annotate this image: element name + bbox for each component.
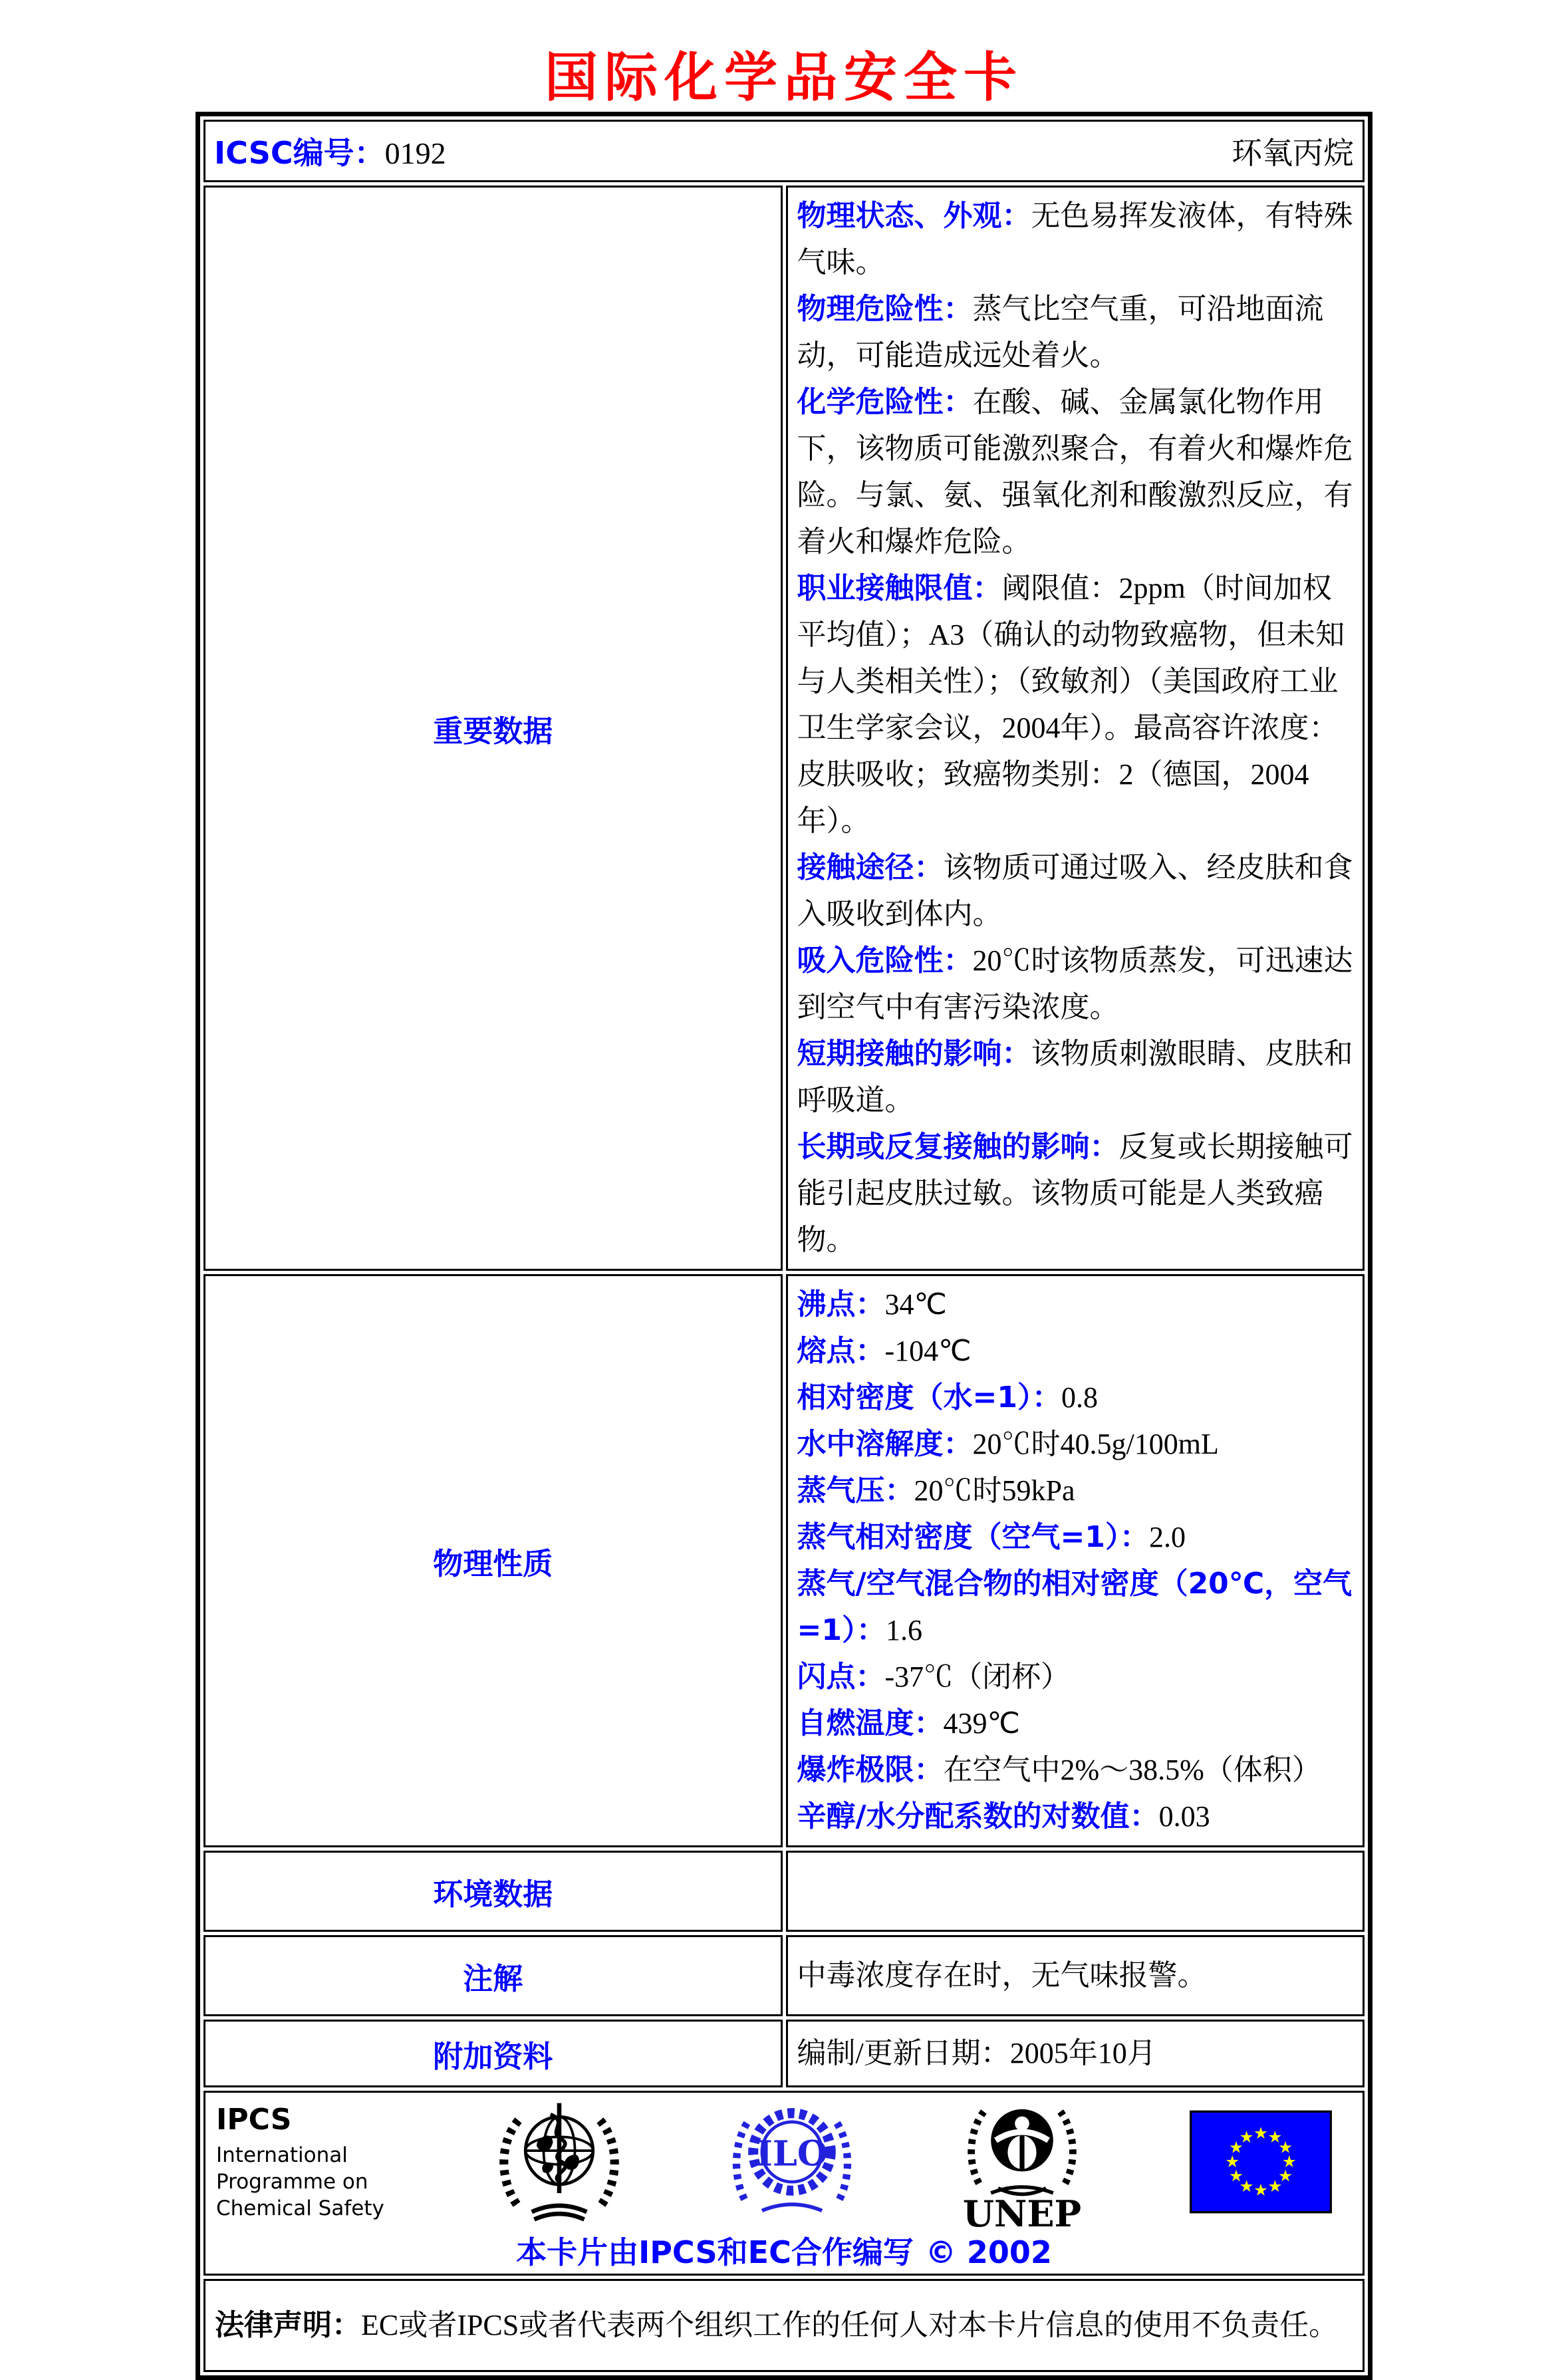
ipcs-subtitle-line: Chemical Safety <box>216 2196 384 2220</box>
additional-info-row <box>203 2020 1365 2087</box>
safety-card-table <box>196 112 1372 2380</box>
important-data-entry <box>797 286 1354 379</box>
header-row <box>203 120 1365 182</box>
entry-label: 蒸气相对密度（空气=1）： <box>797 1520 1149 1554</box>
important-data-entry <box>797 1124 1354 1263</box>
entry-text: 439℃ <box>943 1707 1020 1740</box>
who-icon <box>497 2094 622 2230</box>
entry-label: 闪点： <box>797 1660 885 1694</box>
copyright: © 2002 <box>925 2234 1052 2270</box>
chemical-name: 环氧丙烷 <box>1232 136 1354 170</box>
entry-label: 相对密度（水=1）： <box>797 1381 1061 1414</box>
entry-label: 物理状态、外观： <box>797 199 1031 233</box>
legal-label: 法律声明： <box>215 2308 361 2342</box>
entry-label: 蒸气压： <box>797 1474 914 1508</box>
entry-label: 短期接触的影响： <box>797 1037 1031 1071</box>
important-data-entry <box>797 379 1354 565</box>
environmental-data-row <box>203 1851 1365 1932</box>
logos-cell <box>203 2091 1365 2276</box>
physical-property-entry <box>797 1421 1354 1468</box>
entry-text: 20℃时59kPa <box>914 1474 1075 1507</box>
entry-text: -37℃（闭杯） <box>884 1660 1071 1693</box>
notes-content: 中毒浓度存在时，无气味报警。 <box>786 1935 1365 2016</box>
entry-label: 吸入危险性： <box>797 944 973 978</box>
entry-text: 在空气中2%～38.5%（体积） <box>943 1754 1321 1786</box>
important-data-entry <box>797 845 1354 938</box>
entry-label: 辛醇/水分配系数的对数值： <box>797 1799 1159 1833</box>
section-label-environmental-data: 环境数据 <box>203 1851 783 1932</box>
physical-properties-row <box>203 1274 1365 1847</box>
entry-text: -104℃ <box>884 1335 972 1367</box>
section-label-additional-info: 附加资料 <box>203 2020 783 2087</box>
entry-text: 阈限值：2ppm（时间加权平均值）；A3（确认的动物致癌物，但未知与人类相关性）；（致敏剂）（美国政府工业卫生学家会议，2004年）。最高容许浓度：皮肤吸收；致癌物类别：2（德国，2004年）。 <box>797 572 1345 837</box>
eu-flag-icon <box>1190 2110 1332 2214</box>
physical-property-entry <box>797 1700 1354 1747</box>
important-data-entry <box>797 565 1354 845</box>
entry-label: 水中溶解度： <box>797 1427 973 1461</box>
physical-property-entry <box>797 1793 1354 1840</box>
entry-label: 职业接触限值： <box>797 571 1002 605</box>
icsc-number-group <box>214 129 446 173</box>
entry-text: 无色易挥发液体，有特殊气味。 <box>797 199 1353 279</box>
legal-cell <box>203 2279 1365 2372</box>
icsc-number: 0192 <box>384 136 446 170</box>
entry-text: 0.8 <box>1061 1381 1098 1414</box>
entry-label: 熔点： <box>797 1334 885 1368</box>
footer-caption-text: 本卡片由IPCS和EC合作编写 <box>516 2234 914 2270</box>
legal-text: EC或者IPCS或者代表两个组织工作的任何人对本卡片信息的使用不负责任。 <box>361 2309 1339 2341</box>
section-label-important-data: 重要数据 <box>203 186 783 1271</box>
section-label-notes: 注解 <box>203 1935 783 2016</box>
entry-text: 蒸气比空气重，可沿地面流动，可能造成远处着火。 <box>797 293 1324 372</box>
physical-property-entry <box>797 1375 1354 1421</box>
entry-text: 0.03 <box>1158 1800 1210 1833</box>
header-content <box>206 129 1362 173</box>
important-data-entry <box>797 1031 1354 1124</box>
footer-caption <box>212 2228 1356 2272</box>
legal-row <box>203 2279 1365 2372</box>
environmental-data-cell <box>786 1851 1365 1932</box>
section-label-physical-properties: 物理性质 <box>203 1274 783 1847</box>
important-data-entry <box>797 193 1354 286</box>
important-data-row <box>203 186 1365 1271</box>
physical-property-entry <box>797 1561 1354 1654</box>
ipcs-text-block <box>216 2103 389 2222</box>
additional-info-content: 编制/更新日期：2005年10月 <box>786 2020 1365 2087</box>
entry-text: 反复或长期接触可能引起皮肤过敏。该物质可能是人类致癌物。 <box>797 1130 1353 1256</box>
entry-label: 蒸气/空气混合物的相对密度（20℃，空气=1）： <box>797 1567 1353 1647</box>
physical-property-entry <box>797 1328 1354 1375</box>
ipcs-subtitle-line: Programme on <box>216 2169 368 2194</box>
entry-label: 长期或反复接触的影响： <box>797 1130 1119 1164</box>
entry-label: 接触途径： <box>797 851 944 884</box>
ilo-icon <box>729 2094 854 2230</box>
physical-property-entry <box>797 1654 1354 1700</box>
notes-row <box>203 1935 1365 2016</box>
entry-label: 自燃温度： <box>797 1706 944 1740</box>
entry-label: 沸点： <box>797 1287 885 1321</box>
entry-label: 爆炸极限： <box>797 1753 944 1787</box>
header-cell <box>203 120 1365 182</box>
physical-property-entry <box>797 1281 1354 1328</box>
entry-text: 该物质刺激眼睛、皮肤和呼吸道。 <box>797 1037 1353 1117</box>
entry-label: 化学危险性： <box>797 385 973 419</box>
entry-text: 20℃时40.5g/100mL <box>972 1428 1219 1460</box>
unep-label: UNEP <box>962 2192 1082 2234</box>
entry-label: 物理危险性： <box>797 292 973 326</box>
logos-strip <box>212 2097 1356 2234</box>
icsc-label: ICSC编号： <box>214 135 385 171</box>
page-title: 国际化学品安全卡 <box>545 46 1023 108</box>
important-data-cell <box>786 186 1365 1271</box>
entry-text: 2.0 <box>1148 1521 1186 1553</box>
entry-text: 34℃ <box>884 1288 947 1321</box>
ipcs-subtitle-line: International <box>216 2143 348 2167</box>
physical-property-entry <box>797 1514 1354 1561</box>
physical-property-entry <box>797 1747 1354 1793</box>
entry-text: 1.6 <box>885 1614 922 1647</box>
logos-row <box>203 2091 1365 2276</box>
unep-icon <box>962 2090 1082 2234</box>
entry-text: 该物质可通过吸入、经皮肤和食入吸收到体内。 <box>797 851 1353 930</box>
entry-text: 20℃时该物质蒸发，可迅速达到空气中有害污染浓度。 <box>797 944 1353 1023</box>
ilo-label: ILO <box>756 2133 828 2175</box>
entry-text: 在酸、碱、金属氯化物作用下，该物质可能激烈聚合，有着火和爆炸危险。与氯、氨、强氧化剂和酸激烈反应，有着火和爆炸危险。 <box>797 386 1353 558</box>
physical-property-entry <box>797 1468 1354 1514</box>
physical-properties-cell <box>786 1274 1365 1847</box>
important-data-entry <box>797 938 1354 1031</box>
ipcs-title: IPCS <box>216 2102 292 2137</box>
